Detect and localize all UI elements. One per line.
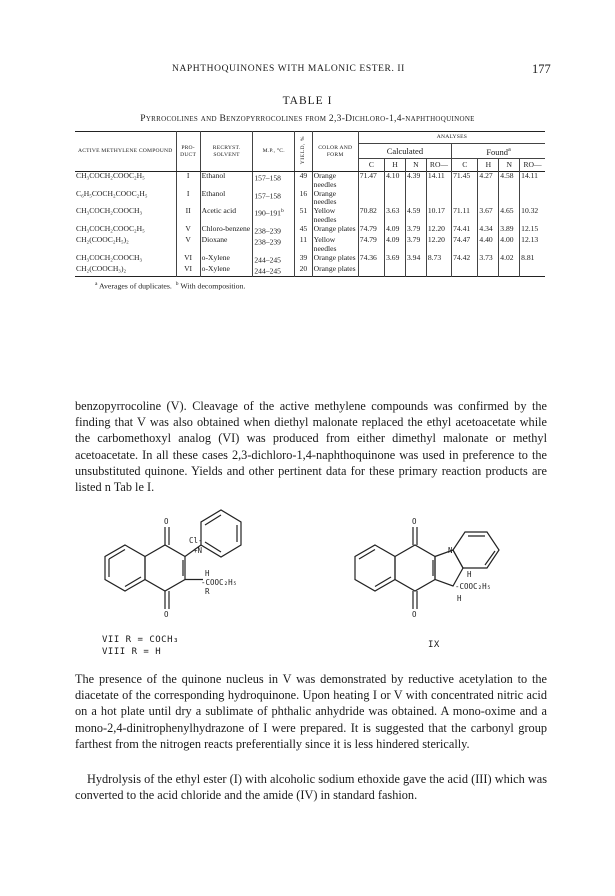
table-footnote: [75, 281, 545, 291]
table-row: [75, 190, 545, 208]
cell-found: [499, 190, 520, 208]
cell-compound: CH₃COCH₂COOC₂H₅: [76, 171, 145, 180]
cell-calc: [426, 190, 451, 208]
mp-value: 244–245: [254, 255, 281, 265]
cell-calc: [405, 265, 426, 277]
cell-found: 4.02: [499, 254, 520, 265]
cell-solvent: Acetic acid: [200, 207, 253, 225]
header-found-mark: a: [508, 146, 511, 153]
cell-yield: 39: [295, 254, 313, 265]
cell-compound: C₆H₅COCH₂COOC₂H₅: [76, 188, 148, 198]
cell-color: Orange plates: [312, 254, 358, 265]
cell-found: [452, 190, 478, 208]
header-yield: YIELD, %: [300, 136, 307, 165]
cell-found: [478, 190, 499, 208]
table-container: [75, 131, 545, 291]
header-solvent: RECRYST. SOLVENT: [200, 132, 253, 172]
cell-calc: 8.73: [426, 254, 451, 265]
cell-mp: [253, 265, 295, 277]
right-pyridine-ring: [453, 532, 499, 568]
cell-calc: 3.69: [385, 254, 406, 265]
cell-calc: 4.59: [405, 207, 426, 225]
mp-value: 238–239: [254, 237, 281, 247]
table-subcaption: Pyrrocolines and Benzopyrrocolines from 2,3-Dichloro-1,4-naphthoquinone: [140, 114, 475, 124]
cell-solvent: o-Xylene: [200, 265, 253, 277]
running-header: [0, 62, 615, 78]
structure-legend-viii: VIII R = H: [102, 647, 162, 657]
footnote-b: With decomposition.: [180, 281, 246, 291]
cell-found: 71.11: [452, 207, 478, 225]
cell-color: Orange plates: [312, 225, 358, 236]
cell-found: [452, 265, 478, 277]
cell-yield: 16: [295, 190, 313, 208]
cell-found: 4.00: [499, 236, 520, 254]
cell-color: Yellow needles: [312, 207, 358, 225]
cell-found: 4.58: [499, 172, 520, 190]
footnote-a: Averages of duplicates.: [98, 281, 172, 291]
header-product: PRO-DUCT: [176, 132, 200, 172]
right-pyrrole-ring: [435, 550, 463, 586]
cell-product: I: [176, 172, 200, 190]
left-chloride: Cl-: [189, 536, 203, 545]
cell-found: 8.81: [520, 254, 545, 265]
cell-calc: [358, 265, 384, 277]
cell-calc: 14.11: [426, 172, 451, 190]
table-row: [75, 265, 545, 277]
cell-found: 74.41: [452, 225, 478, 236]
cell-yield: 20: [295, 265, 313, 277]
cell-mp: [253, 207, 295, 225]
left-oxygen-top: O: [164, 517, 169, 526]
footnote-b-mark: b: [175, 281, 179, 288]
cell-calc: [385, 190, 406, 208]
cell-found: 4.34: [478, 225, 499, 236]
footnote-a-mark: a: [95, 281, 98, 288]
cell-color: Yellow needles: [312, 236, 358, 254]
cell-yield: 49: [295, 172, 313, 190]
cell-mp: [253, 225, 295, 236]
paragraph-3: Hydrolysis of the ethyl ester (I) with alcoholic sodium ethoxide gave the acid (III) which was converted to the acid chloride and the amide (IV) in standard fashion.: [75, 772, 547, 803]
cell-calc: 3.79: [405, 225, 426, 236]
cell-found: 74.42: [452, 254, 478, 265]
table-row: [75, 236, 545, 254]
mp-value: 190–191: [254, 208, 281, 218]
cell-mp: [253, 236, 295, 254]
header-compound: ACTIVE METHYLENE COMPOUND: [75, 132, 176, 172]
table-body: [75, 172, 545, 277]
cell-found: 3.67: [478, 207, 499, 225]
header-calc-n: N: [405, 159, 426, 172]
cell-product: V: [176, 225, 200, 236]
cell-calc: 12.20: [426, 236, 451, 254]
header-found-cell: [452, 144, 545, 159]
table-row: [75, 225, 545, 236]
right-benzene-ring: [355, 545, 395, 591]
left-pyridine-ring: [201, 510, 241, 557]
structure-right: [355, 527, 499, 609]
cell-mp: [253, 254, 295, 265]
cell-product: VI: [176, 254, 200, 265]
paragraph-2: The presence of the quinone nucleus in V was demonstrated by reductive acetylation to the diacetate of the corresponding hydroquinone. Upon heating I or V with concentrated nitric acid on a hot plate until dry a sublimate of phthalic anhydride was obtained. A mono-oxime and a mono-2,4-dinitrophenylhydrazone of I were prepared. It is suggested that the carbonyl group farthest from the nitrogen reacts preferentially since it is less hindered sterically.: [75, 672, 547, 751]
cell-calc: 10.17: [426, 207, 451, 225]
cell-compound: CH₃COCH₂COOCH₃: [76, 252, 143, 262]
structures-figure: [75, 505, 545, 665]
cell-calc: 70.82: [358, 207, 384, 225]
header-found-c: C: [452, 159, 478, 172]
cell-found: [478, 265, 499, 277]
structure-left: [105, 510, 241, 609]
cell-color: Orange needles: [312, 172, 358, 190]
cell-found: 71.45: [452, 172, 478, 190]
cell-solvent: o-Xylene: [200, 254, 253, 265]
cell-color: Orange needles: [312, 190, 358, 208]
cell-calc: 74.79: [358, 236, 384, 254]
cell-product: II: [176, 207, 200, 225]
header-calc-h: H: [385, 159, 406, 172]
cell-found: 12.13: [520, 236, 545, 254]
cell-found: 4.40: [478, 236, 499, 254]
cell-calc: 3.63: [385, 207, 406, 225]
cell-found: 4.27: [478, 172, 499, 190]
left-nitrogen: +N: [193, 546, 203, 555]
mp-note: b: [280, 208, 284, 215]
cell-found: [520, 190, 545, 208]
cell-calc: [358, 190, 384, 208]
cell-solvent: Chloro-benzene: [200, 225, 253, 236]
header-yield-cell: [295, 132, 313, 172]
table-header-row-1: [75, 132, 545, 144]
cell-found: 3.73: [478, 254, 499, 265]
cell-yield: 11: [295, 236, 313, 254]
cell-compound: CH₂(COOC₂H₅)₂: [76, 235, 129, 245]
cell-product: V: [176, 236, 200, 254]
cell-mp: [253, 172, 295, 190]
cell-found: 4.65: [499, 207, 520, 225]
left-hydrogen: H: [205, 569, 210, 578]
table-caption: TABLE I: [282, 95, 333, 107]
cell-product: I: [176, 190, 200, 208]
structure-legend-vii: VII R = COCH₃: [102, 635, 179, 645]
left-r-group: R: [205, 587, 210, 596]
header-found: Found: [486, 146, 509, 157]
cell-solvent: Ethanol: [200, 190, 253, 208]
cell-mp: [253, 190, 295, 208]
table-row: [75, 172, 545, 190]
cell-color: Orange plates: [312, 265, 358, 277]
right-quinone-ring: [395, 545, 435, 591]
cell-yield: 45: [295, 225, 313, 236]
right-oxygen-top: O: [412, 517, 417, 526]
header-found-h: H: [478, 159, 499, 172]
cell-calc: 3.94: [405, 254, 426, 265]
cell-compound: CH₂(COOCH₃)₂: [76, 264, 127, 274]
right-hydrogen-bottom: H: [457, 594, 462, 603]
cell-solvent: Dioxane: [200, 236, 253, 254]
running-title: NAPHTHOQUINONES WITH MALONIC ESTER. II: [172, 64, 405, 74]
left-benzene-ring: [105, 545, 145, 591]
cell-found: 14.11: [520, 172, 545, 190]
cell-calc: [405, 190, 426, 208]
header-mp: M.P., °C.: [253, 132, 295, 172]
cell-calc: 4.09: [385, 225, 406, 236]
cell-found: 3.89: [499, 225, 520, 236]
header-found-n: N: [499, 159, 520, 172]
cell-calc: 74.36: [358, 254, 384, 265]
cell-found: [499, 265, 520, 277]
table-row: [75, 254, 545, 265]
cell-found: 74.47: [452, 236, 478, 254]
mp-value: 157–158: [254, 191, 281, 201]
cell-solvent: Ethanol: [200, 172, 253, 190]
page-number: 177: [532, 62, 551, 76]
cell-found: [520, 265, 545, 277]
cell-calc: 4.09: [385, 236, 406, 254]
cell-compound: CH₃COCH₂COOCH₃: [76, 206, 143, 216]
cell-calc: [426, 265, 451, 277]
table-row: [75, 207, 545, 225]
left-quinone-ring: [145, 545, 185, 591]
cell-compound: CH₃COCH₂COOC₂H₅: [76, 223, 145, 233]
header-color: COLOR AND FORM: [312, 132, 358, 172]
data-table: [75, 131, 545, 277]
cell-calc: 4.39: [405, 172, 426, 190]
cell-calc: 71.47: [358, 172, 384, 190]
right-nitrogen: N: [448, 546, 453, 555]
paragraph-1: benzopyrrocoline (V). Cleavage of the active methylene compounds was confirmed by the finding that V was also obtained when diethyl malonate replaced the ethyl acetoacetate while the carbomethoxyl analog (VI) was produced from either dimethyl malonate or methyl acetoacetate. In all these cases 2,3-dichloro-1,4-naphthoquinone was used in preference to the unsubstituted quinone. Yields and other pertinent data for these primary reaction products are listed n Tab le I.: [75, 399, 547, 495]
header-calc-ro: RO—: [426, 159, 451, 172]
structure-label-ix: IX: [428, 640, 440, 650]
cell-yield: 51: [295, 207, 313, 225]
right-hydrogen-top: H: [467, 570, 472, 579]
cell-calc: 3.79: [405, 236, 426, 254]
cell-product: VI: [176, 265, 200, 277]
cell-calc: 4.10: [385, 172, 406, 190]
right-ester: -COOC₂H₅: [455, 582, 492, 591]
right-oxygen-bottom: O: [412, 610, 417, 619]
header-found-ro: RO—: [520, 159, 545, 172]
left-oxygen-bottom: O: [164, 610, 169, 619]
cell-found: 12.15: [520, 225, 545, 236]
mp-value: 157–158: [254, 173, 281, 183]
cell-calc: 12.20: [426, 225, 451, 236]
cell-found: 10.32: [520, 207, 545, 225]
cell-calc: [385, 265, 406, 277]
mp-value: 244–245: [254, 266, 281, 276]
header-analyses: ANALYSES: [358, 132, 545, 144]
header-calculated: Calculated: [358, 144, 451, 159]
left-ester: -COOC₂H₅: [201, 578, 238, 587]
mp-value: 238–239: [254, 226, 281, 236]
header-calc-c: C: [358, 159, 384, 172]
cell-calc: 74.79: [358, 225, 384, 236]
